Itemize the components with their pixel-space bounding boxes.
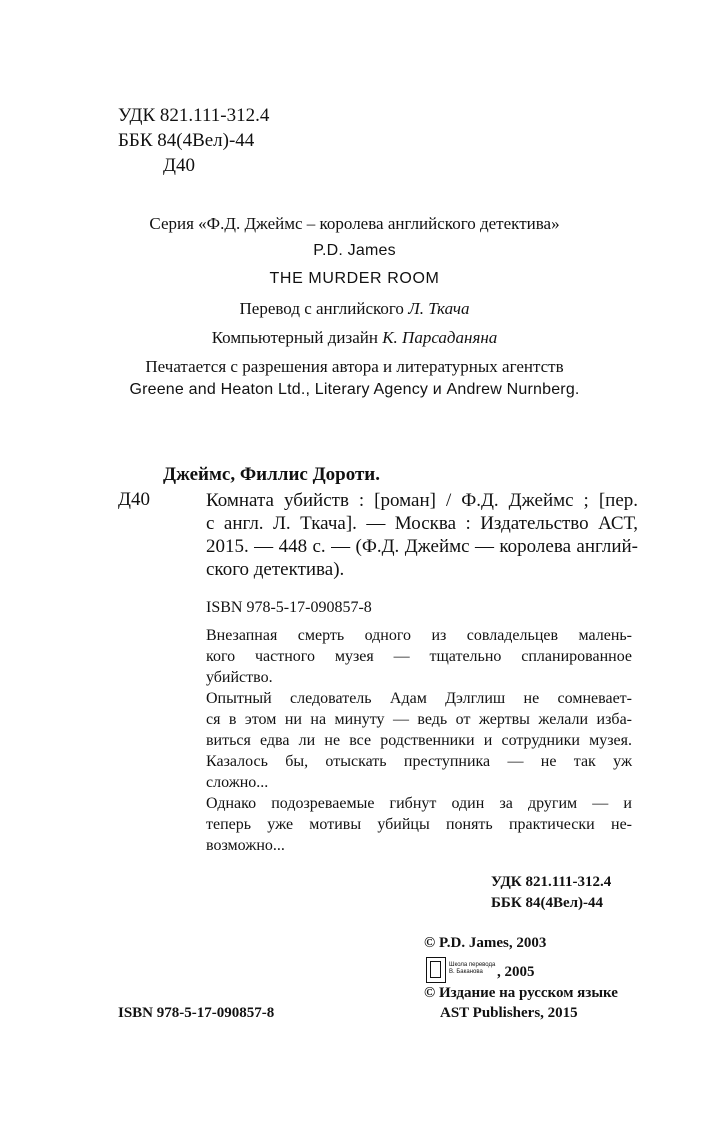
annotation-line: кого частного музея — тщательно спланированное: [206, 648, 632, 665]
logo-frame-icon: [426, 957, 446, 983]
translator-name: Л. Ткача: [408, 299, 470, 318]
permission-line-1: Печатается с разрешения автора и литературных агентств: [145, 357, 564, 376]
udk-code: УДК 821.111-312.4: [118, 105, 270, 126]
isbn-line: ISBN 978-5-17-090857-8: [206, 599, 372, 616]
bibliographic-line: с англ. Л. Ткача]. — Москва : Издательство АСТ,: [206, 513, 638, 534]
bibliographic-line: ского детектива).: [206, 559, 345, 580]
annotation-line: Внезапная смерть одного из совладельцев малень-: [206, 627, 632, 644]
original-author: P.D. James: [313, 242, 396, 259]
designer-name: К. Парсаданяна: [382, 328, 498, 347]
original-title: THE MURDER ROOM: [269, 270, 440, 287]
annotation-line: виться едва ли не все родственники и сотрудники музея.: [206, 732, 632, 749]
series-line: Серия «Ф.Д. Джеймс – королева английского детектива»: [149, 214, 560, 233]
logo-text-line: Школа перевода: [449, 962, 496, 968]
annotation: [206, 625, 632, 856]
author-code: Д40: [163, 155, 195, 176]
bibliographic-code: Д40: [118, 489, 150, 510]
annotation-line: возможно...: [206, 837, 285, 854]
annotation-line: сложно...: [206, 774, 269, 791]
annotation-line: ся в этом ни на минуту — ведь от жертвы желали изба-: [206, 711, 632, 728]
annotation-line: убийство.: [206, 669, 273, 686]
annotation-line: Казалось бы, отыскать преступника — не так уж: [206, 753, 632, 770]
bibliographic-line: 2015. — 448 с. — (Ф.Д. Джеймс — королева англий-: [206, 536, 638, 557]
copyright-author: © P.D. James, 2003: [424, 935, 547, 951]
annotation-line: Однако подозреваемые гибнут один за другим — и: [206, 795, 632, 812]
translation-credit: [0, 299, 709, 319]
bibliographic-description: [206, 489, 638, 581]
bbk-code: ББК 84(4Вел)-44: [118, 130, 255, 151]
design-prefix: Компьютерный дизайн: [211, 328, 378, 347]
copyright-edition: © Издание на русском языке: [424, 985, 618, 1001]
publisher-name: AST Publishers, 2015: [440, 1005, 578, 1021]
annotation-line: Опытный следователь Адам Дэлглиш не сомневает-: [206, 690, 632, 707]
design-credit: [0, 328, 709, 348]
annotation-line: теперь уже мотивы убийцы понять практически не-: [206, 816, 632, 833]
footer-bbk: ББК 84(4Вел)-44: [491, 895, 604, 911]
bibliographic-author-heading: Джеймс, Филлис Дороти.: [163, 464, 380, 485]
bibliographic-line: Комната убийств : [роман] / Ф.Д. Джеймс ; [пер.: [206, 490, 638, 511]
permission-line-2: Greene and Heaton Ltd., Literary Agency и Andrew Nurnberg.: [129, 381, 580, 398]
logo-text-line: В. Баканова: [449, 969, 483, 975]
footer-udk: УДК 821.111-312.4: [491, 874, 612, 890]
publisher-logo: [426, 957, 500, 985]
copyright-translation-year: , 2005: [497, 964, 535, 980]
translation-prefix: Перевод с английского: [239, 299, 404, 318]
footer-isbn: ISBN 978-5-17-090857-8: [118, 1005, 275, 1021]
